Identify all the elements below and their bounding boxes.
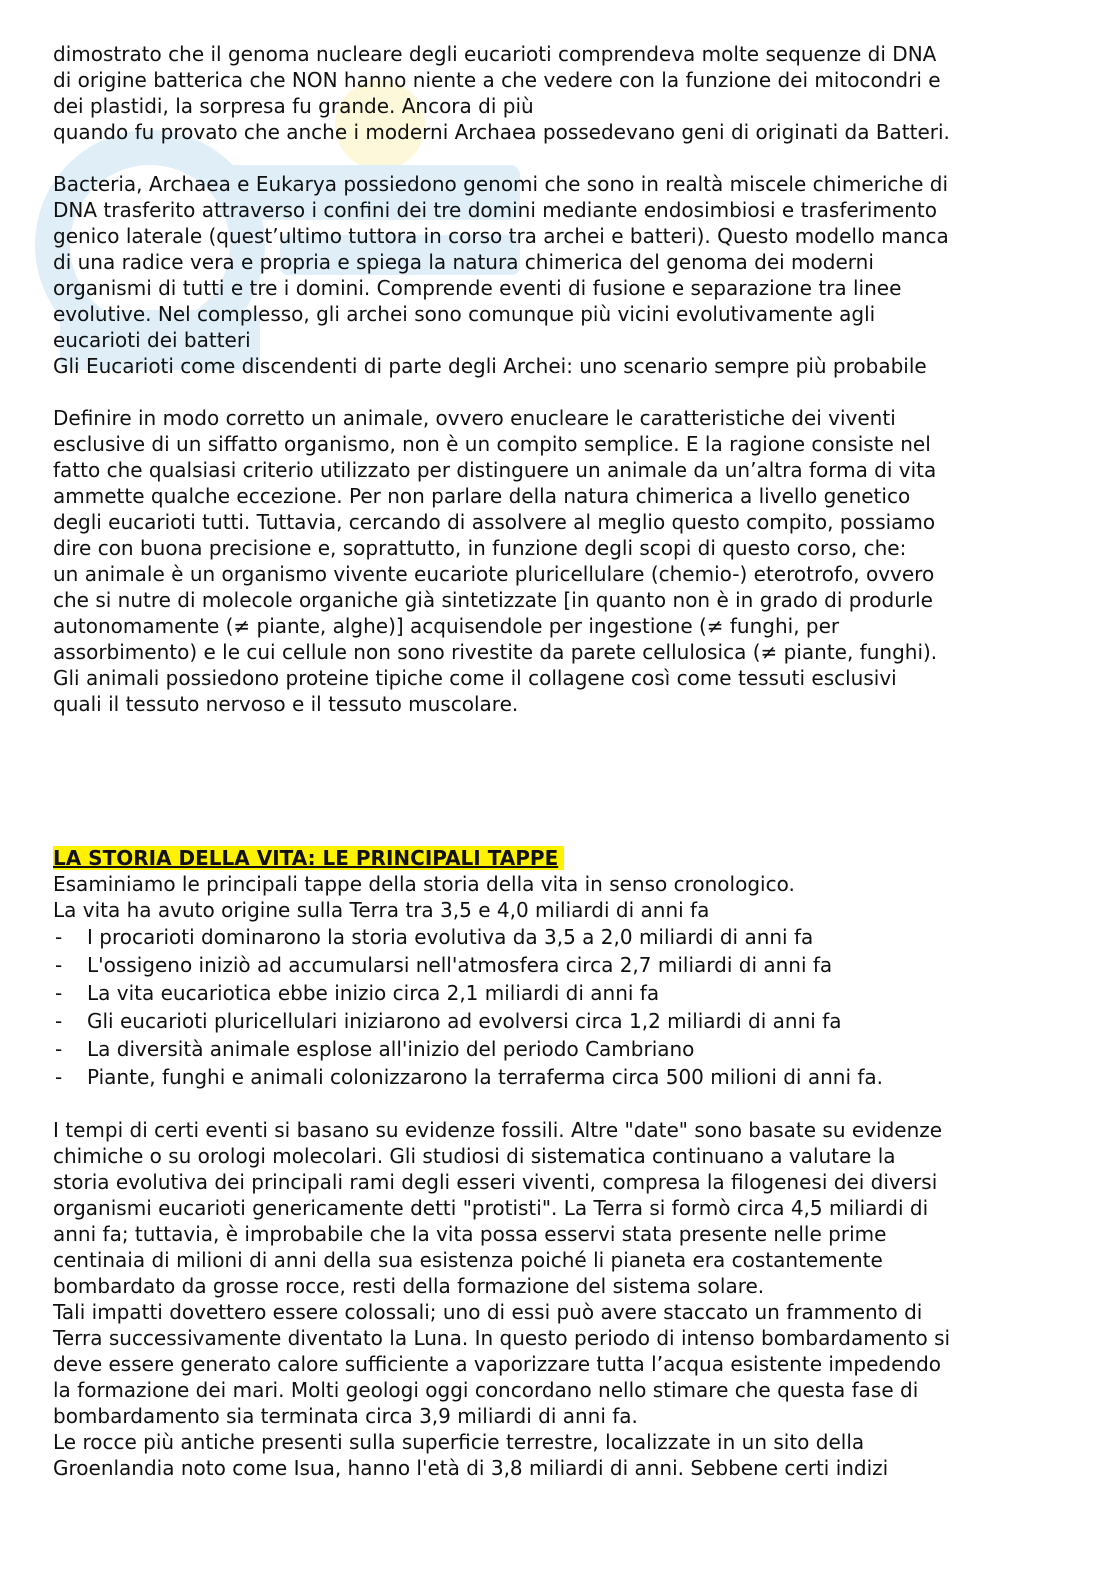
bullet-dash: -: [55, 925, 63, 949]
text-line: esclusive di un siffatto organismo, non è un compito semplice. E la ragione consiste nel: [53, 432, 931, 456]
list-item-text: Gli eucarioti pluricellulari iniziarono ad evolversi circa 1,2 miliardi di anni fa: [87, 1009, 842, 1033]
text-line: Gli Eucarioti come discendenti di parte degli Archei: uno scenario sempre più probabile: [53, 354, 927, 378]
text-line: un animale è un organismo vivente eucariote pluricellulare (chemio-) eterotrofo, ovvero: [53, 562, 935, 586]
text-line: autonomamente (≠ piante, alghe)] acquisendole per ingestione (≠ funghi, per: [53, 614, 840, 638]
text-line: dimostrato che il genoma nucleare degli eucarioti comprendeva molte sequenze di DNA: [53, 42, 937, 66]
bullet-dash: -: [55, 953, 63, 977]
list-item-text: La diversità animale esplose all'inizio del periodo Cambriano: [87, 1037, 695, 1061]
text-line: Tali impatti dovettero essere colossali; uno di essi può avere staccato un frammento di: [53, 1300, 923, 1324]
paragraph-fossil-evidence: [53, 1117, 1073, 1481]
text-line: DNA trasferito attraverso i confini dei tre domini mediante endosimbiosi e trasferimento: [53, 198, 938, 222]
text-line: organismi eucarioti genericamente detti "protisti". La Terra si formò circa 4,5 miliardi di: [53, 1196, 929, 1220]
text-line: centinaia di milioni di anni della sua esistenza poiché li pianeta era costantemente: [53, 1248, 883, 1272]
section-history-of-life: [53, 845, 1073, 1091]
text-line: Bacteria, Archaea e Eukarya possiedono genomi che sono in realtà miscele chimeriche di: [53, 172, 949, 196]
text-line: quando fu provato che anche i moderni Archaea possedevano geni di originati da Batteri.: [53, 120, 950, 144]
bullet-dash: -: [55, 1009, 63, 1033]
text-line: assorbimento) e le cui cellule non sono rivestite da parete cellulosica (≠ piante, funghi).: [53, 640, 938, 664]
document-page: [53, 41, 1073, 1481]
bullet-dash: -: [55, 1065, 63, 1089]
text-line: Esaminiamo le principali tappe della storia della vita in senso cronologico.: [53, 872, 795, 896]
text-line: degli eucarioti tutti. Tuttavia, cercando di assolvere al meglio questo compito, possiamo: [53, 510, 936, 534]
paragraph-animal-definition: [53, 405, 1073, 717]
bullet-dash: -: [55, 981, 63, 1005]
text-line: che si nutre di molecole organiche già sintetizzate [in quanto non è in grado di produrle: [53, 588, 933, 612]
text-line: la formazione dei mari. Molti geologi oggi concordano nello stimare che questa fase di: [53, 1378, 919, 1402]
text-line: di una radice vera e propria e spiega la natura chimerica del genoma dei moderni: [53, 250, 874, 274]
milestone-list: [53, 923, 1073, 1091]
list-item: [53, 979, 1073, 1007]
list-item-text: L'ossigeno iniziò ad accumularsi nell'atmosfera circa 2,7 miliardi di anni fa: [87, 953, 833, 977]
text-line: dei plastidi, la sorpresa fu grande. Ancora di più: [53, 94, 534, 118]
text-line: evolutive. Nel complesso, gli archei sono comunque più vicini evolutivamente agli: [53, 302, 876, 326]
text-line: organismi di tutti e tre i domini. Comprende eventi di fusione e separazione tra linee: [53, 276, 902, 300]
text-line: Definire in modo corretto un animale, ovvero enucleare le caratteristiche dei viventi: [53, 406, 896, 430]
list-item: [53, 1063, 1073, 1091]
text-line: bombardamento sia terminata circa 3,9 miliardi di anni fa.: [53, 1404, 638, 1428]
text-line: ammette qualche eccezione. Per non parlare della natura chimerica a livello genetico: [53, 484, 911, 508]
list-item: [53, 951, 1073, 979]
text-line: quali il tessuto nervoso e il tessuto muscolare.: [53, 692, 519, 716]
text-line: I tempi di certi eventi si basano su evidenze fossili. Altre "date" sono basate su evidenze: [53, 1118, 943, 1142]
text-line: Terra successivamente diventato la Luna. In questo periodo di intenso bombardamento si: [53, 1326, 951, 1350]
list-item: [53, 1007, 1073, 1035]
text-line: Groenlandia noto come Isua, hanno l'età di 3,8 miliardi di anni. Sebbene certi indizi: [53, 1456, 889, 1480]
paragraph-genome-origin: [53, 41, 1073, 145]
list-item: [53, 923, 1073, 951]
list-item-text: I procarioti dominarono la storia evolutiva da 3,5 a 2,0 miliardi di anni fa: [87, 925, 814, 949]
text-line: deve essere generato calore sufficiente a vaporizzare tutta l’acqua esistente impedendo: [53, 1352, 941, 1376]
section-heading: LA STORIA DELLA VITA: LE PRINCIPALI TAPPE: [53, 846, 564, 870]
text-line: eucarioti dei batteri: [53, 328, 251, 352]
text-line: genico laterale (quest’ultimo tuttora in corso tra archei e batteri). Questo modello manca: [53, 224, 949, 248]
text-line: chimiche o su orologi molecolari. Gli studiosi di sistematica continuano a valutare la: [53, 1144, 896, 1168]
text-line: dire con buona precisione e, soprattutto, in funzione degli scopi di questo corso, che:: [53, 536, 907, 560]
text-line: fatto che qualsiasi criterio utilizzato per distinguere un animale da un’altra forma di vita: [53, 458, 937, 482]
text-line: storia evolutiva dei principali rami degli esseri viventi, compresa la filogenesi dei diversi: [53, 1170, 938, 1194]
text-line: Gli animali possiedono proteine tipiche come il collagene così come tessuti esclusivi: [53, 666, 897, 690]
bullet-dash: -: [55, 1037, 63, 1061]
text-line: La vita ha avuto origine sulla Terra tra 3,5 e 4,0 miliardi di anni fa: [53, 898, 710, 922]
paragraph-three-domains: [53, 171, 1073, 379]
text-line: anni fa; tuttavia, è improbabile che la vita possa esservi stata presente nelle prime: [53, 1222, 887, 1246]
list-item: [53, 1035, 1073, 1063]
list-item-text: Piante, funghi e animali colonizzarono la terraferma circa 500 milioni di anni fa.: [87, 1065, 884, 1089]
text-line: di origine batterica che NON hanno niente a che vedere con la funzione dei mitocondri e: [53, 68, 941, 92]
list-item-text: La vita eucariotica ebbe inizio circa 2,1 miliardi di anni fa: [87, 981, 660, 1005]
text-line: bombardato da grosse rocce, resti della formazione del sistema solare.: [53, 1274, 765, 1298]
text-line: Le rocce più antiche presenti sulla superficie terrestre, localizzate in un sito della: [53, 1430, 865, 1454]
